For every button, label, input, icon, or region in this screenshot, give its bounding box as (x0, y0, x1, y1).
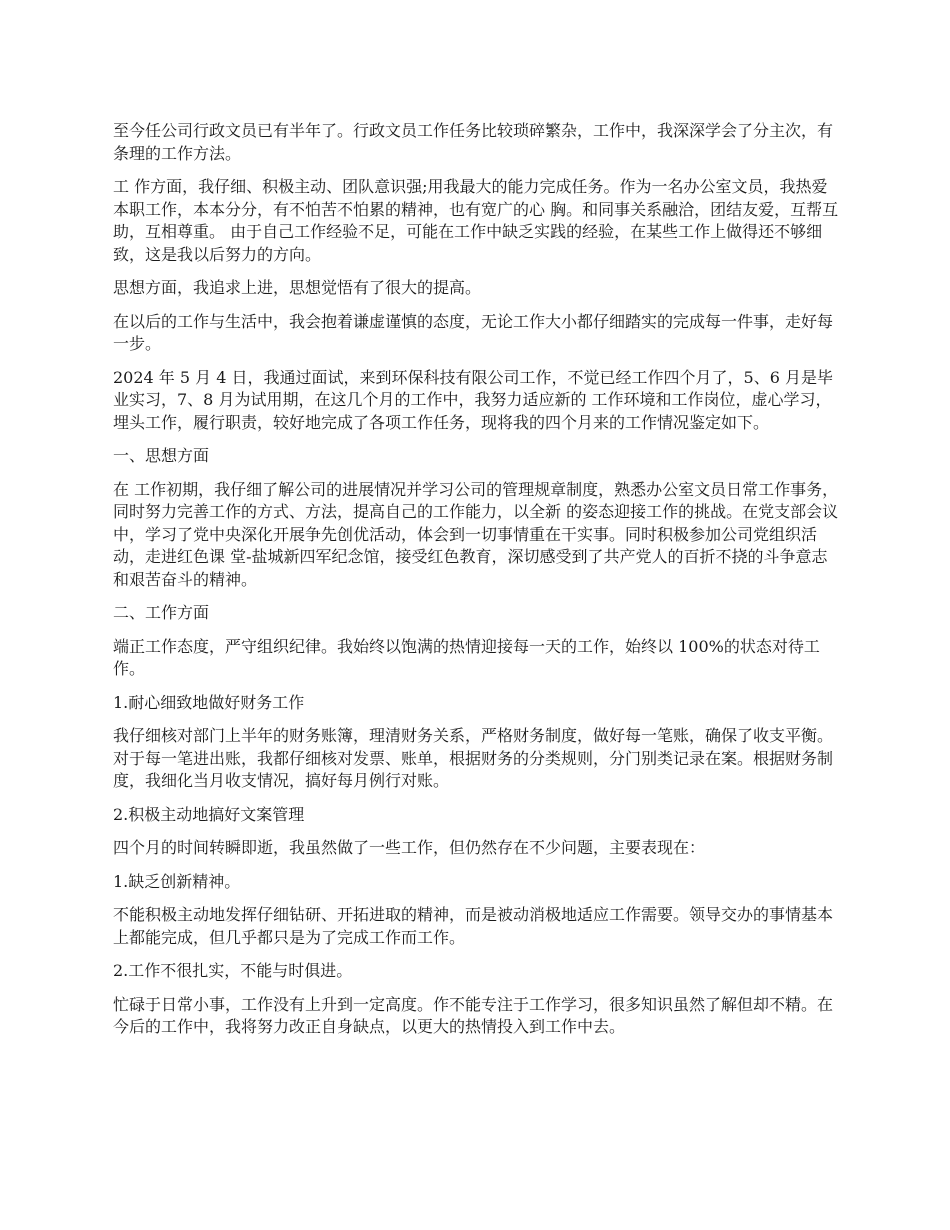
paragraph-innovation: 不能积极主动地发挥仔细钻研、开拓进取的精神，而是被动消极地适应工作需要。领导交办的事情基本上都能完成，但几乎都只是为了完成工作而工作。 (113, 905, 834, 947)
paragraph-finance: 我仔细核对部门上半年的财务账簿，理清财务关系，严格财务制度，做好每一笔账，确保了收支平衡。对于每一笔进出账，我都仔细核对发票、账单，根据财务的分类规则，分门别类记录在案。根据财务制度，我细化当月收支情况，搞好每月例行对账。 (113, 726, 834, 790)
document-page (113, 120, 841, 1050)
paragraph-work-detail: 端正工作态度，严守组织纪律。我始终以饱满的热情迎接每一天的工作，始终以 100%的状态对待工作。 (113, 636, 820, 678)
paragraph-start-date: 2024 年 5 月 4 日，我通过面试，来到环保科技有限公司工作，不觉已经工作四个月了，5、6 月是毕业实习，7、8 月为试用期，在这几个月的工作中，我努力适应新的 工作环境和工作岗位，虚心学习，埋头工作，履行职责，较好地完成了各项工作任务，现将我的四个月来的工作情况鉴定如下。 (113, 367, 833, 432)
paragraph-problems: 四个月的时间转瞬即逝，我虽然做了一些工作，但仍然存在不少问题，主要表现在： (113, 838, 706, 857)
paragraph-intro: 至今任公司行政文员已有半年了。行政文员工作任务比较琐碎繁杂，工作中，我深深学会了分主次，有条理的工作方法。 (113, 121, 834, 163)
section-heading-thought: 一、思想方面 (113, 446, 210, 465)
paragraph-work-attitude: 工 作方面，我仔细、积极主动、团队意识强;用我最大的能力完成任务。作为一名办公室文员，我热爱本职工作，本本分分，有不怕苦不怕累的精神，也有宽广的心 胸。和同事关系融洽，团结友爱，互帮互助，互相尊重。 由于自己工作经验不足，可能在工作中缺乏实践的经验，在某些工作上做得还不够细致，这是我以后努力的方向。 (113, 177, 839, 264)
subheading-finance: 1.耐心细致地做好财务工作 (113, 692, 305, 712)
paragraph-solidity: 忙碌于日常小事，工作没有上升到一定高度。作不能专注于工作学习，很多知识虽然了解但却不精。在今后的工作中，我将努力改正自身缺点，以更大的热情投入到工作中去。 (113, 994, 834, 1036)
section-heading-work: 二、工作方面 (113, 603, 210, 622)
paragraph-thought: 思想方面，我追求上进，思想觉悟有了很大的提高。 (113, 278, 482, 297)
paragraph-thought-detail: 在 工作初期，我仔细了解公司的进展情况并学习公司的管理规章制度，熟悉办公室文员日常工作事务，同时努力完善工作的方式、方法，提高自己的工作能力，以全新 的姿态迎接工作的挑战。在党支部会议中，学习了党中央深化开展争先创优活动，体会到一切事情重在干实事。同时积极参加公司党组织活动，走进红色课 堂-盐城新四军纪念馆，接受红色教育，深切感受到了共产党人的百折不挠的斗争意志和艰苦奋斗的精神。 (113, 479, 839, 589)
subheading-innovation: 1.缺乏创新精神。 (113, 871, 241, 891)
paragraph-future: 在以后的工作与生活中，我会抱着谦虚谨慎的态度，无论工作大小都仔细踏实的完成每一件事，走好每一步。 (113, 311, 834, 353)
subheading-solidity: 2.工作不很扎实，不能与时俱进。 (113, 961, 353, 980)
subheading-documents: 2.积极主动地搞好文案管理 (113, 804, 305, 824)
